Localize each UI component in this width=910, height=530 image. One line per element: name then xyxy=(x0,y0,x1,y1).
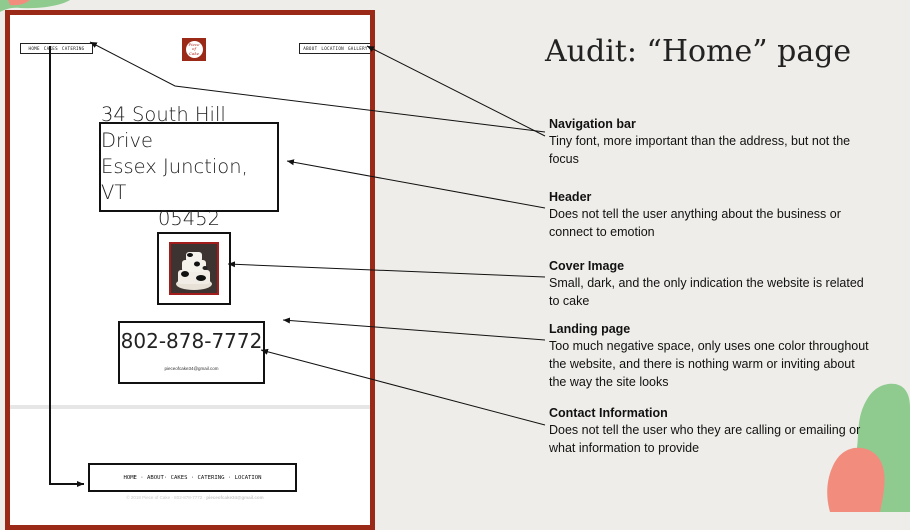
address-header xyxy=(99,103,279,230)
note-navigation xyxy=(549,117,869,168)
arrow-nav-right xyxy=(367,46,545,136)
page-break xyxy=(10,405,370,409)
logo-icon xyxy=(186,41,203,58)
logo-text-3: Cake xyxy=(188,50,200,56)
note-body: Does not tell the user anything about the business or connect to emotion xyxy=(549,207,841,239)
nav-item-location[interactable]: LOCATION xyxy=(321,46,344,51)
note-heading: Cover Image xyxy=(549,259,625,273)
nav-item-about[interactable]: ABOUT xyxy=(303,46,318,51)
note-heading: Header xyxy=(549,190,592,204)
address-line-3: 05452 xyxy=(157,207,221,230)
address-line-1: 34 South Hill Drive xyxy=(101,103,226,152)
phone-number[interactable]: 802-878-7772 xyxy=(120,329,263,353)
footer-nav-text: HOME · ABOUT· CAKES · CATERING · LOCATION xyxy=(123,474,262,481)
note-header xyxy=(549,190,869,241)
note-cover-image xyxy=(549,259,869,310)
nav-item-home[interactable]: HOME xyxy=(28,46,40,51)
logo[interactable] xyxy=(182,38,206,61)
footer-copy-email: pieceofcake34@gmail.com xyxy=(206,495,264,500)
note-body: Small, dark, and the only indication the website is related to cake xyxy=(549,276,864,308)
slide-title: Audit: “Home” page xyxy=(545,34,852,69)
nav-item-catering[interactable]: CATERING xyxy=(61,46,85,51)
email-address[interactable]: pieceofcake34@gmail.com xyxy=(164,366,219,371)
footer-copy-prefix: © 2018 Piece of Cake · 802-878-7772 · xyxy=(126,495,207,500)
logo-text-2: of xyxy=(192,46,196,52)
nav-bar-left xyxy=(20,43,93,54)
note-heading: Landing page xyxy=(549,322,631,336)
nav-item-gallery[interactable]: GALLERY xyxy=(347,46,368,51)
address-line-2: Essex Junction, VT xyxy=(101,155,248,204)
nav-bar-right xyxy=(299,43,370,54)
nav-item-cakes[interactable]: CAKES xyxy=(43,46,58,51)
note-body: Does not tell the user who they are calling or emailing or what information to provide xyxy=(549,423,861,455)
note-contact-info xyxy=(549,406,869,457)
note-landing-page xyxy=(549,322,869,391)
website-mockup xyxy=(5,10,375,530)
footer-copyright xyxy=(70,495,320,500)
contact-box xyxy=(118,321,265,384)
note-body: Tiny font, more important than the address, but not the focus xyxy=(549,134,851,166)
cover-image-frame xyxy=(157,232,231,305)
note-heading: Contact Information xyxy=(549,406,668,420)
note-heading: Navigation bar xyxy=(549,117,636,131)
logo-text-1: Piece xyxy=(188,41,200,47)
note-body: Too much negative space, only uses one color throughout the website, and there is nothing warm or inviting about the way the site looks xyxy=(549,339,869,389)
cake-photo xyxy=(169,242,219,295)
footer-nav[interactable] xyxy=(88,463,297,492)
